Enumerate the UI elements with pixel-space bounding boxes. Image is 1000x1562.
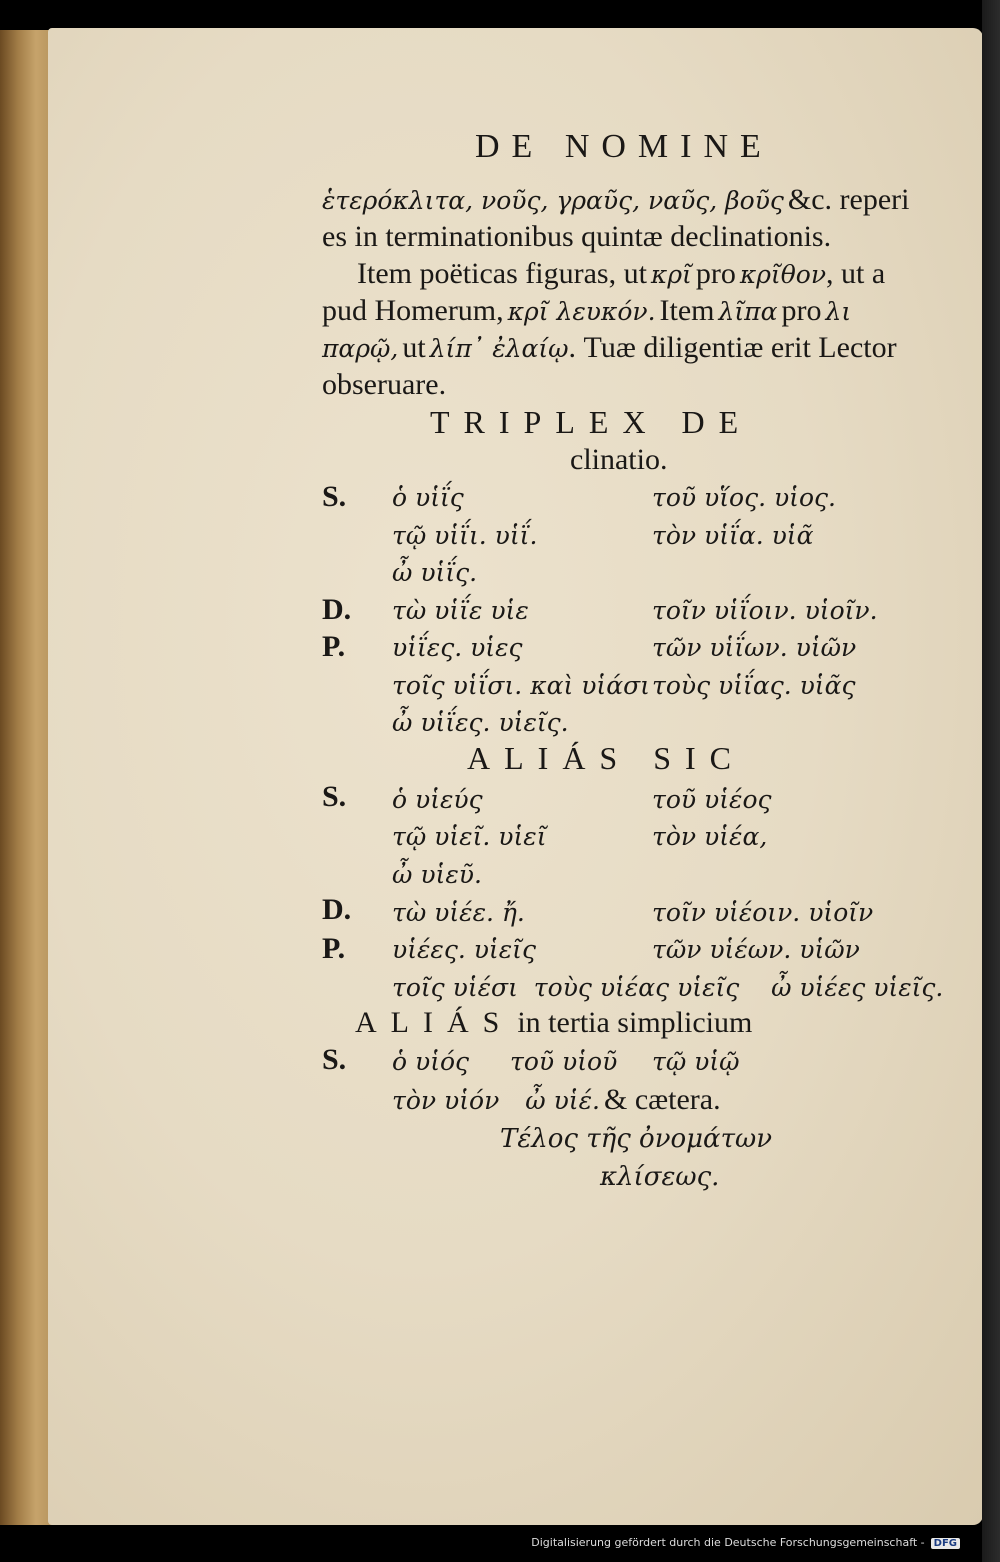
text-span: . Tuæ diligentiæ erit Lector [568, 331, 897, 364]
text-span: ut [402, 331, 426, 364]
paradigm-cell: τῶν υἱΐων. υἱῶν [652, 633, 857, 662]
running-head: DE NOMINE [475, 128, 773, 165]
paradigm-cell: τοὺς υἱΐας. υἱᾶς [652, 671, 856, 700]
greek-span: κρῖ λευκόν. [507, 297, 656, 326]
intro-line-4 [322, 294, 851, 328]
intro-line-1 [322, 183, 910, 217]
section-heading-triplex: TRIPLEX DE [430, 404, 753, 440]
digitization-footer [0, 1536, 1000, 1558]
text-span: pro [695, 257, 736, 290]
case-label-dual: D. [322, 893, 352, 926]
case-label-dual: D. [322, 593, 352, 626]
scan-border [982, 0, 1000, 1562]
text-span: pud Homerum, [322, 294, 504, 327]
paradigm-cell: τοῖς υἱΐσι. καὶ υἱάσι [392, 671, 650, 700]
paradigm-cell: ὁ υἱός [392, 1047, 470, 1076]
case-label-singular: S. [322, 1043, 347, 1076]
greek-span: κρῖθον [739, 260, 827, 289]
paradigm-cell: τὸν υἱέα, [652, 822, 768, 851]
paradigm-cell: τὼ υἱΐε υἱε [392, 596, 529, 625]
alias-heading-rest: in tertia simplicium [517, 1006, 753, 1039]
paradigm-cell: τοῦ υἱέος [652, 785, 772, 814]
paradigm-line [392, 1083, 721, 1117]
paradigm-cell: τοῖν υἱέοιν. υἱοῖν [652, 898, 874, 927]
greek-span: παρῷ, [322, 334, 399, 363]
intro-line-2: es in terminationibus quintæ declinationis. [322, 220, 832, 253]
greek-span: λῖπα [718, 297, 778, 326]
paradigm-cell: ὁ υἱεύς [392, 785, 483, 814]
paradigm-cell: τοῦ υἱοῦ [510, 1047, 618, 1076]
paradigm-cell: ὁ υἱΐς [392, 483, 464, 512]
paradigm-cell: ὦ υἱΐες. υἱεῖς. [392, 708, 569, 737]
case-label-singular: S. [322, 480, 347, 513]
greek-span: λι [825, 297, 852, 326]
intro-greek-words: ἑτερόκλιτα, νοῦς, γραῦς, ναῦς, βοῦς [322, 186, 784, 215]
text-span: , ut a [826, 257, 886, 290]
intro-latin-words: &c. reperi [787, 183, 910, 216]
paradigm-cell: υἱΐες. υἱες [392, 633, 523, 662]
section-heading-triplex-2: clinatio. [570, 443, 668, 476]
paradigm-line: τοῖς υἱέσι τοὺς υἱέας υἱεῖς ὦ υἱέες υἱεῖς. [392, 973, 944, 1002]
paradigm-cell: τὸν υἱόν [392, 1086, 500, 1115]
case-label-plural: P. [322, 630, 346, 663]
dfg-logo: DFG [931, 1538, 960, 1549]
footer-text: Digitalisierung gefördert durch die Deutsche Forschungsgemeinschaft - [531, 1536, 925, 1549]
section-heading-alias-tertia [355, 1006, 752, 1040]
paradigm-cell: υἱέες. υἱεῖς [392, 935, 536, 964]
alias-heading: ALIÁS [355, 1006, 514, 1039]
paradigm-cell: τὼ υἱέε. ἤ. [392, 898, 525, 927]
paradigm-cell: τῶν υἱέων. υἱῶν [652, 935, 860, 964]
paradigm-cell: τῷ υἱεῖ. υἱεῖ [392, 822, 547, 851]
colophon-line-2: κλίσεως. [600, 1162, 720, 1192]
case-label-singular: S. [322, 780, 347, 813]
paradigm-cell: ὦ υἱέ. [525, 1086, 600, 1115]
paradigm-cell: τοῖν υἱΐοιν. υἱοῖν. [652, 596, 878, 625]
text-span: Item poëticas figuras, ut [357, 257, 647, 290]
text-span: pro [781, 294, 822, 327]
text-span: Item [659, 294, 715, 327]
paradigm-cell: τοῦ υἵος. υἱος. [652, 483, 836, 512]
intro-line-6: obseruare. [322, 368, 447, 401]
case-label-plural: P. [322, 932, 346, 965]
section-heading-alias-sic: ALIÁS SIC [467, 740, 746, 776]
intro-line-3 [357, 257, 885, 291]
paradigm-cell: τῷ υἱΐι. υἱΐ. [392, 521, 538, 550]
intro-line-5 [322, 331, 897, 365]
paradigm-cell: ὦ υἱεῦ. [392, 860, 482, 889]
text-span: & cætera. [603, 1083, 721, 1116]
paradigm-cell: ὦ υἱΐς. [392, 558, 478, 587]
greek-span: κρῖ [650, 260, 692, 289]
greek-span: λίπ᾽ ἐλαίῳ [429, 334, 569, 363]
paradigm-cell: τῷ υἱῷ [652, 1047, 740, 1076]
paradigm-cell: τὸν υἱΐα. υἱᾶ [652, 521, 814, 550]
colophon-line-1: Τέλος τῆς ὀνομάτων [500, 1124, 772, 1154]
